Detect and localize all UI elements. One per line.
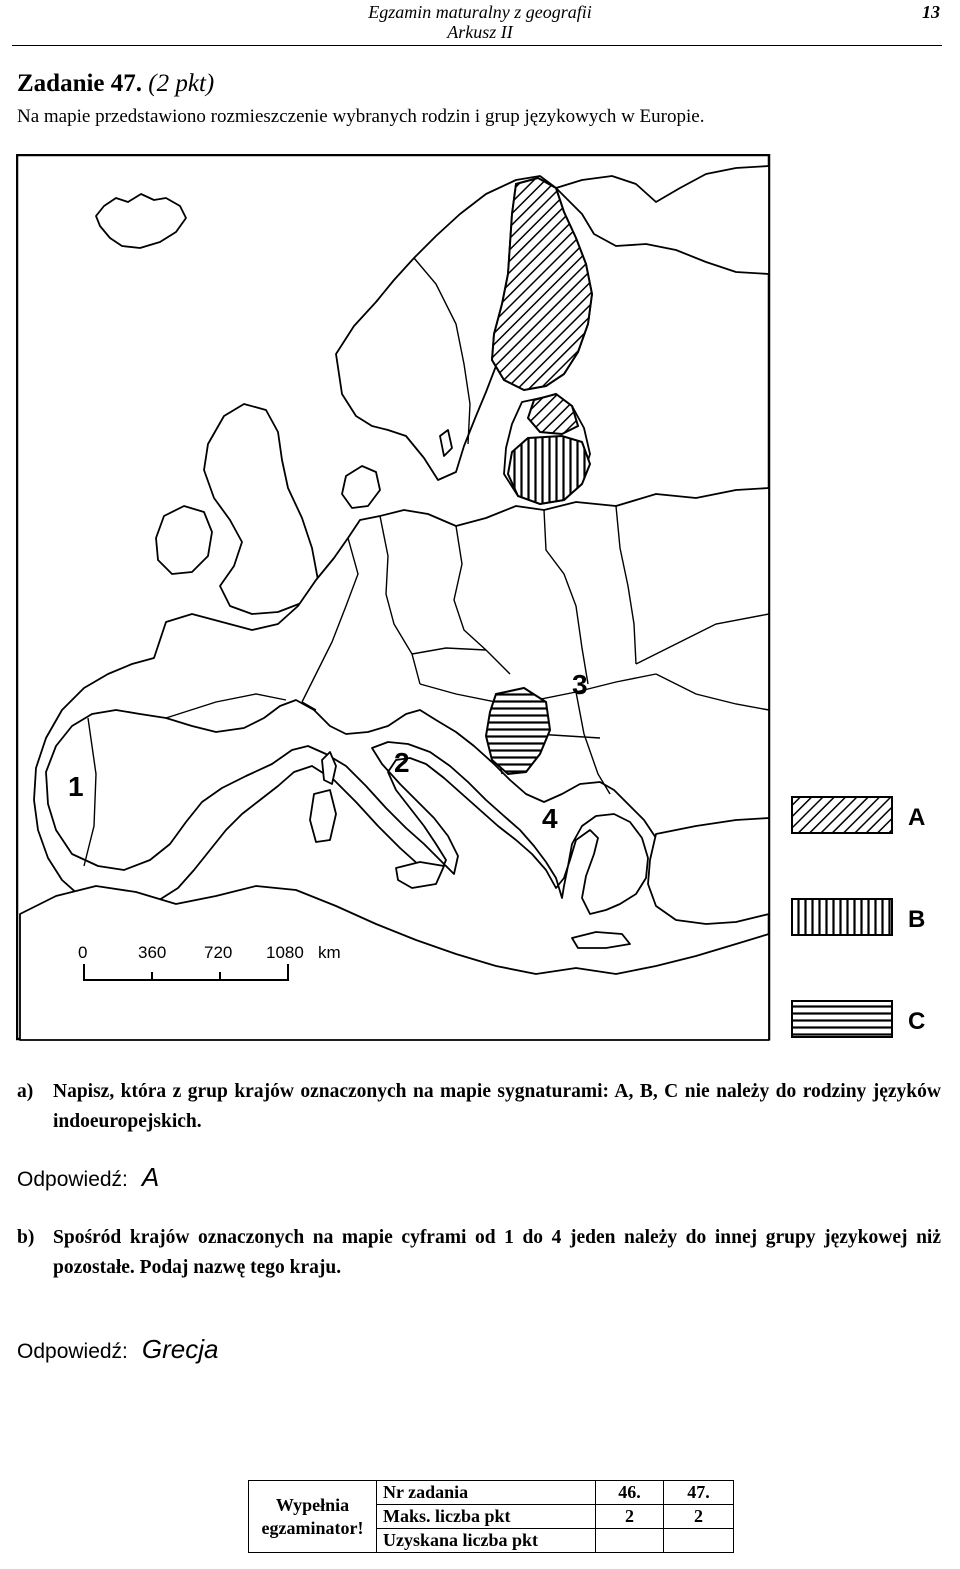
answer-b bbox=[17, 1334, 218, 1365]
question-a bbox=[17, 1077, 941, 1137]
question-b-text: Spośród krajów oznaczonych na mapie cyframi od 1 do 4 jeden należy do innej grupy językowej niż pozostałe. Podaj nazwę tego kraju. bbox=[53, 1227, 941, 1278]
map-number-3: 3 bbox=[572, 669, 588, 700]
question-a-label: a) bbox=[17, 1081, 34, 1102]
score-cell: 2 bbox=[664, 1505, 734, 1529]
answer-a bbox=[17, 1162, 159, 1193]
header-divider bbox=[12, 45, 942, 46]
task-points: (2 pkt) bbox=[148, 70, 215, 97]
exam-header-title: Egzamin maturalny z geografii bbox=[368, 2, 592, 22]
answer-b-value[interactable]: Grecja bbox=[141, 1334, 219, 1364]
score-input-46[interactable] bbox=[596, 1529, 664, 1553]
examiner-fill-label: Wypełnia egzaminator! bbox=[249, 1481, 377, 1553]
answer-a-label: Odpowiedź: bbox=[17, 1168, 128, 1191]
answer-a-value[interactable]: A bbox=[141, 1162, 160, 1192]
scale-tick-360: 360 bbox=[138, 943, 167, 962]
europe-language-map bbox=[16, 154, 771, 1042]
legend-letter-c: C bbox=[908, 1008, 926, 1035]
question-b bbox=[17, 1223, 941, 1283]
scale-tick-720: 720 bbox=[204, 943, 233, 962]
sardinia-landmass bbox=[310, 790, 336, 842]
score-cell: 46. bbox=[596, 1481, 664, 1505]
map-number-4: 4 bbox=[542, 803, 558, 834]
score-table bbox=[248, 1480, 734, 1553]
score-row-label: Nr zadania bbox=[377, 1481, 596, 1505]
score-row-task-number bbox=[249, 1481, 734, 1505]
legend-letter-b: B bbox=[908, 906, 926, 933]
scale-tick-0: 0 bbox=[78, 943, 88, 962]
legend-letter-a: A bbox=[908, 804, 926, 831]
task-title bbox=[17, 70, 214, 98]
asia-minor-landmass bbox=[648, 818, 769, 924]
answer-b-label: Odpowiedź: bbox=[17, 1340, 128, 1363]
exam-header-subtitle: Arkusz II bbox=[447, 22, 513, 42]
scale-unit: km bbox=[318, 943, 341, 962]
question-b-label: b) bbox=[17, 1227, 35, 1248]
score-cell: 2 bbox=[596, 1505, 664, 1529]
score-row-label: Uzyskana liczba pkt bbox=[377, 1529, 596, 1553]
legend-swatch-b bbox=[792, 899, 892, 935]
legend-swatch-c bbox=[792, 1001, 892, 1037]
page-number: 13 bbox=[922, 2, 940, 22]
map-number-1: 1 bbox=[68, 771, 84, 802]
map-legend bbox=[790, 795, 940, 1040]
question-a-text: Napisz, która z grup krajów oznaczonych na mapie sygnaturami: A, B, C nie należy do rodziny języków indoeuropejskich. bbox=[53, 1081, 941, 1132]
map-number-2: 2 bbox=[394, 747, 410, 778]
task-number: Zadanie 47. bbox=[17, 70, 143, 97]
score-cell: 47. bbox=[664, 1481, 734, 1505]
score-input-47[interactable] bbox=[664, 1529, 734, 1553]
task-intro: Na mapie przedstawiono rozmieszczenie wybranych rodzin i grup językowych w Europie. bbox=[17, 106, 705, 127]
scale-tick-1080: 1080 bbox=[266, 943, 304, 962]
legend-swatch-a bbox=[792, 797, 892, 833]
score-row-label: Maks. liczba pkt bbox=[377, 1505, 596, 1529]
